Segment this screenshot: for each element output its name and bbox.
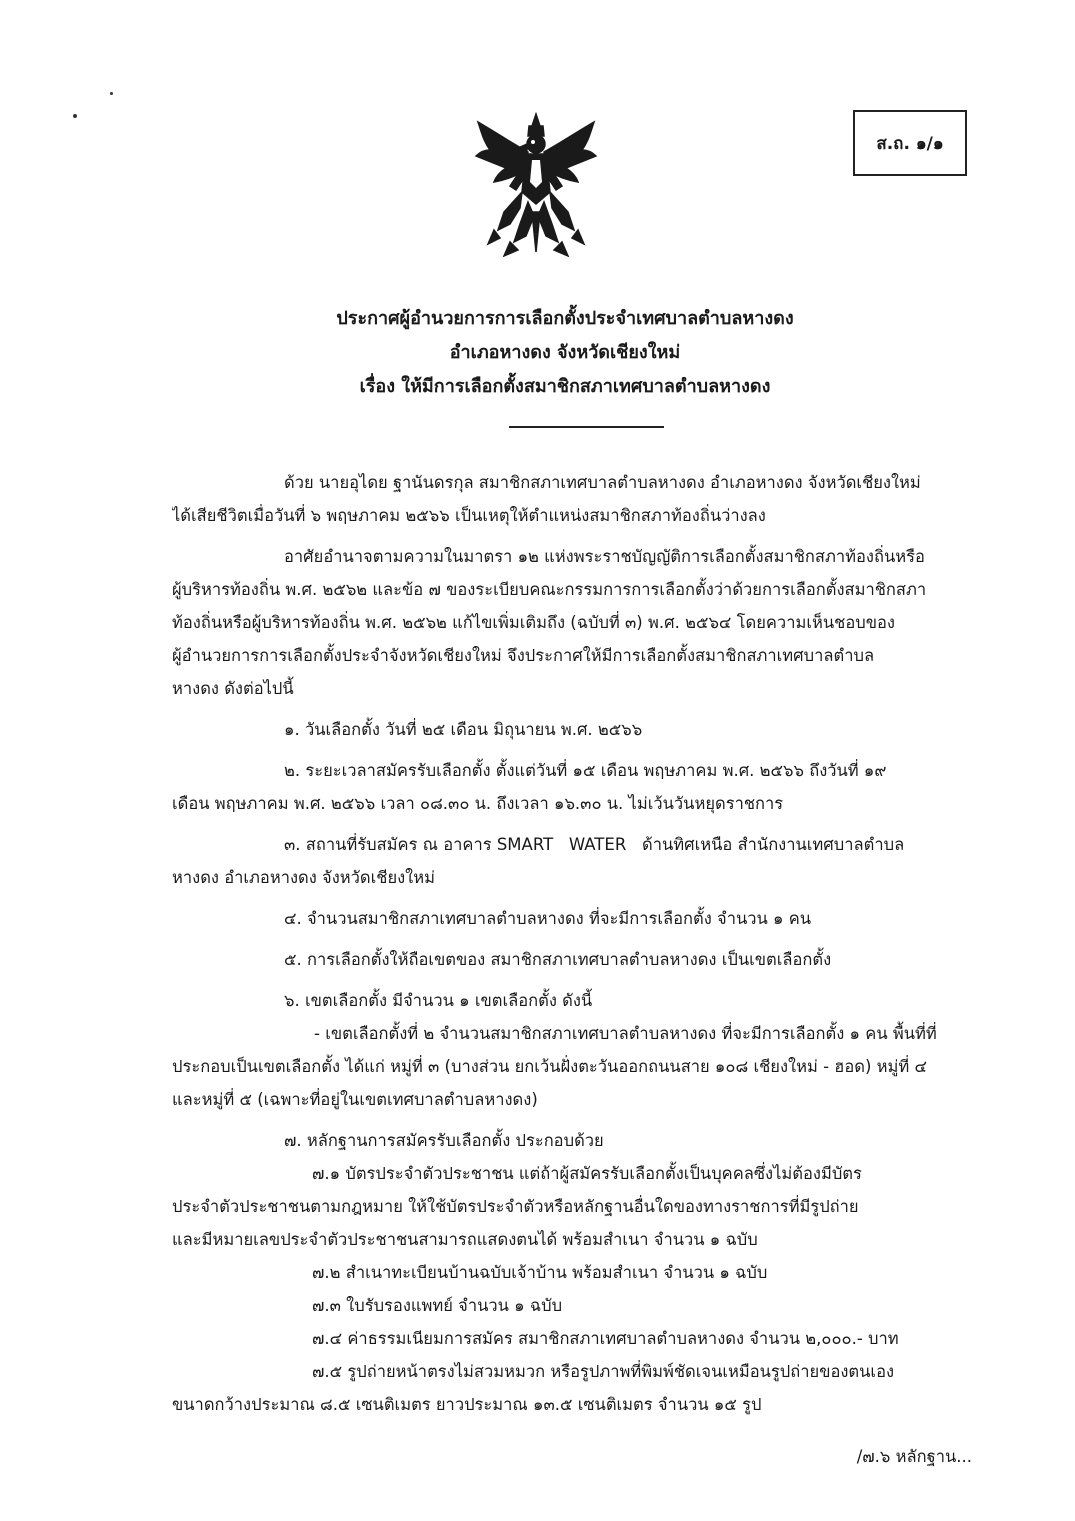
continuation-marker: /๗.๖ หลักฐาน... — [856, 1447, 972, 1466]
text-line: ประจำตัวประชาชนตามกฎหมาย ให้ใช้บัตรประจำตัวหรือหลักฐานอื่นใดของทางราชการที่มีรูปถ่าย — [172, 1197, 859, 1216]
announcement-body — [172, 466, 960, 1423]
text-line: ๒. ระยะเวลาสมัครรับเลือกตั้ง ตั้งแต่วันที่ ๑๕ เดือน พฤษภาคม พ.ศ. ๒๕๖๖ ถึงวันที่ ๑๙ — [284, 761, 887, 780]
announcement-title — [170, 302, 960, 404]
text-line: และมีหมายเลขประจำตัวประชาชนสามารถแสดงตนได้ พร้อมสำเนา จำนวน ๑ ฉบับ — [172, 1230, 758, 1249]
text-line: เดือน พฤษภาคม พ.ศ. ๒๕๖๖ เวลา ๐๘.๓๐ น. ถึงเวลา ๑๖.๓๐ น. ไม่เว้นวันหยุดราชการ — [172, 794, 784, 813]
text-line: ๗.๒ สำเนาทะเบียนบ้านฉบับเจ้าบ้าน พร้อมสำเนา จำนวน ๑ ฉบับ — [312, 1263, 768, 1282]
item-5-constituency-basis — [172, 943, 960, 976]
garuda-emblem-icon — [470, 112, 602, 262]
item-4-member-count — [172, 902, 960, 935]
scan-speck — [110, 92, 113, 95]
text-line: หางดง อำเภอหางดง จังหวัดเชียงใหม่ — [172, 868, 435, 887]
text-line: - เขตเลือกตั้งที่ ๒ จำนวนสมาชิกสภาเทศบาลตำบลหางดง ที่จะมีการเลือกตั้ง ๑ คน พื้นที่ที่ — [314, 1024, 937, 1043]
paragraph-intro — [172, 466, 960, 532]
item-7-documents — [172, 1124, 960, 1421]
title-divider — [509, 426, 664, 428]
text-line: ผู้อำนวยการการเลือกตั้งประจำจังหวัดเชียงใหม่ จึงประกาศให้มีการเลือกตั้งสมาชิกสภาเทศบาลตำบล — [172, 646, 875, 665]
text-line: ๗.๔ ค่าธรรมเนียมการสมัคร สมาชิกสภาเทศบาลตำบลหางดง จำนวน ๒,๐๐๐.- บาท — [312, 1329, 899, 1348]
text-line: อาศัยอำนาจตามความในมาตรา ๑๒ แห่งพระราชบัญญัติการเลือกตั้งสมาชิกสภาท้องถิ่นหรือ — [284, 547, 925, 566]
text-line: ๗.๕ รูปถ่ายหน้าตรงไม่สวมหมวก หรือรูปภาพที่พิมพ์ชัดเจนเหมือนรูปถ่ายของตนเอง — [312, 1362, 895, 1381]
text-line: ขนาดกว้างประมาณ ๘.๕ เซนติเมตร ยาวประมาณ ๑๓.๕ เซนติเมตร จำนวน ๑๕ รูป — [172, 1395, 762, 1414]
item-6-constituencies — [172, 984, 960, 1116]
text-line: ๕. การเลือกตั้งให้ถือเขตของ สมาชิกสภาเทศบาลตำบลหางดง เป็นเขตเลือกตั้ง — [284, 950, 832, 969]
text-line: ด้วย นายอุไดย ฐานันดรกุล สมาชิกสภาเทศบาลตำบลหางดง อำเภอหางดง จังหวัดเชียงใหม่ — [284, 473, 921, 492]
title-line-2: อำเภอหางดง จังหวัดเชียงใหม่ — [449, 342, 681, 363]
item-2-application-period — [172, 754, 960, 820]
text-line: ๗. หลักฐานการสมัครรับเลือกตั้ง ประกอบด้วย — [284, 1131, 604, 1150]
scan-speck — [73, 114, 77, 118]
item-3-application-place — [172, 828, 960, 894]
text-line: ประกอบเป็นเขตเลือกตั้ง ได้แก่ หมู่ที่ ๓ (บางส่วน ยกเว้นฝั่งตะวันออกถนนสาย ๑๐๘ เชียงใหม่ - ฮอด) หมู่ที่ ๔ — [172, 1057, 928, 1076]
title-line-1: ประกาศผู้อำนวยการการเลือกตั้งประจำเทศบาลตำบลหางดง — [336, 308, 794, 329]
text-line: ผู้บริหารท้องถิ่น พ.ศ. ๒๕๖๒ และข้อ ๗ ของระเบียบคณะกรรมการการเลือกตั้งว่าด้วยการเลือกตั้งสมาชิกสภา — [172, 580, 927, 599]
text-line: ๗.๓ ใบรับรองแพทย์ จำนวน ๑ ฉบับ — [312, 1296, 563, 1315]
text-line: หางดง ดังต่อไปนี้ — [172, 679, 294, 698]
form-code: ส.ถ. ๑/๑ — [876, 133, 944, 154]
text-line: ๖. เขตเลือกตั้ง มีจำนวน ๑ เขตเลือกตั้ง ดังนี้ — [284, 991, 593, 1010]
paragraph-authority — [172, 540, 960, 705]
text-line: และหมู่ที่ ๕ (เฉพาะที่อยู่ในเขตเทศบาลตำบลหางดง) — [172, 1090, 538, 1109]
item-1-election-date — [172, 713, 960, 746]
text-line: ท้องถิ่นหรือผู้บริหารท้องถิ่น พ.ศ. ๒๕๖๒ แก้ไขเพิ่มเติมถึง (ฉบับที่ ๓) พ.ศ. ๒๕๖๔ โดยความเห็นชอบของ — [172, 613, 895, 632]
text-line: ได้เสียชีวิตเมื่อวันที่ ๖ พฤษภาคม ๒๕๖๖ เป็นเหตุให้ตำแหน่งสมาชิกสภาท้องถิ่นว่างลง — [172, 506, 766, 525]
text-line: ๗.๑ บัตรประจำตัวประชาชน แต่ถ้าผู้สมัครรับเลือกตั้งเป็นบุคคลซึ่งไม่ต้องมีบัตร — [312, 1164, 862, 1183]
title-line-3: เรื่อง ให้มีการเลือกตั้งสมาชิกสภาเทศบาลตำบลหางดง — [359, 376, 771, 397]
text-line: ๓. สถานที่รับสมัคร ณ อาคาร SMART WATER ด้านทิศเหนือ สำนักงานเทศบาลตำบล — [284, 835, 905, 854]
text-line: ๔. จำนวนสมาชิกสภาเทศบาลตำบลหางดง ที่จะมีการเลือกตั้ง จำนวน ๑ คน — [284, 909, 812, 928]
text-line: ๑. วันเลือกตั้ง วันที่ ๒๕ เดือน มิถุนายน พ.ศ. ๒๕๖๖ — [284, 720, 643, 739]
form-code-box — [853, 110, 967, 176]
